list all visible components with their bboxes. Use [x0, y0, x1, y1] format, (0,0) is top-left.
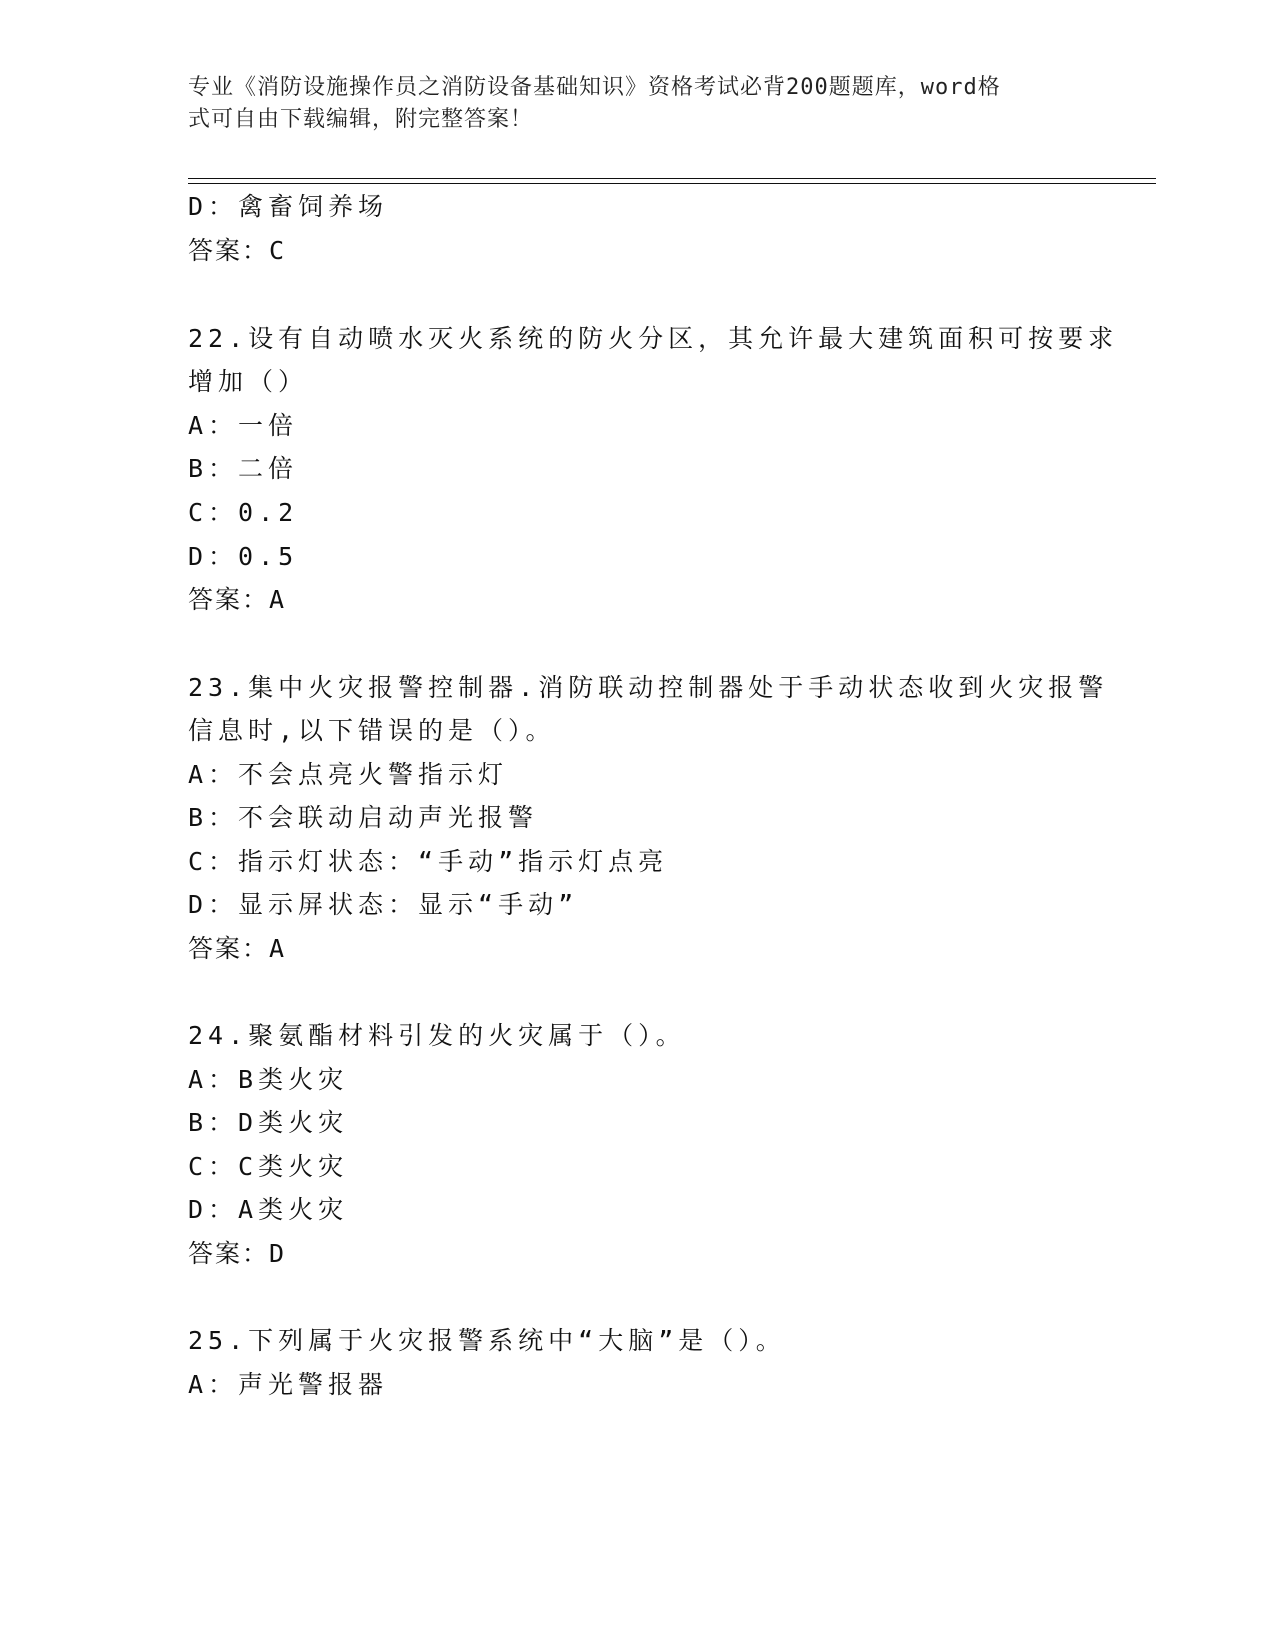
q24-answer: 答案：D: [188, 1239, 287, 1268]
q24-stem-line-1: 24.聚氨酯材料引发的火灾属于（）。: [188, 1021, 686, 1050]
q22-answer: 答案：A: [188, 585, 287, 614]
q25-option-a: A：声光警报器: [188, 1370, 389, 1399]
q23-option-d: D：显示屏状态：显示“手动”: [188, 890, 579, 919]
q23-answer: 答案：A: [188, 934, 287, 963]
header-line-2: 式可自由下载编辑，附完整答案！: [188, 107, 534, 132]
prev-answer: 答案：C: [188, 236, 287, 265]
q23-option-c: C：指示灯状态：“手动”指示灯点亮: [188, 847, 669, 876]
q22-stem-line-1: 22.设有自动喷水灭火系统的防火分区，其允许最大建筑面积可按要求: [188, 324, 1119, 353]
q23-stem-line-2: 信息时,以下错误的是（）。: [188, 716, 556, 745]
q23-stem-line-1: 23.集中火灾报警控制器.消防联动控制器处于手动状态收到火灾报警: [188, 673, 1109, 702]
q22-stem-line-2: 增加（）: [188, 367, 309, 396]
q25-stem-line-1: 25.下列属于火灾报警系统中“大脑”是（）。: [188, 1326, 786, 1355]
header-line-1: 专业《消防设施操作员之消防设备基础知识》资格考试必背200题题库，word格: [188, 75, 1001, 100]
q24-option-b: B：D类火灾: [188, 1108, 349, 1137]
q24-option-c: C：C类火灾: [188, 1152, 349, 1181]
header-divider-bottom: [188, 183, 1156, 184]
q24-option-a: A：B类火灾: [188, 1065, 349, 1094]
q22-option-d: D：0.5: [188, 542, 299, 571]
document-header: [188, 72, 1068, 136]
q22-option-a: A：一倍: [188, 411, 299, 440]
header-divider-top: [188, 178, 1156, 179]
prev-option-d: D：禽畜饲养场: [188, 192, 389, 221]
q22-option-c: C：0.2: [188, 498, 299, 527]
q24-option-d: D：A类火灾: [188, 1195, 349, 1224]
q23-option-b: B：不会联动启动声光报警: [188, 803, 539, 832]
q23-option-a: A：不会点亮火警指示灯: [188, 760, 509, 789]
q22-option-b: B：二倍: [188, 454, 299, 483]
